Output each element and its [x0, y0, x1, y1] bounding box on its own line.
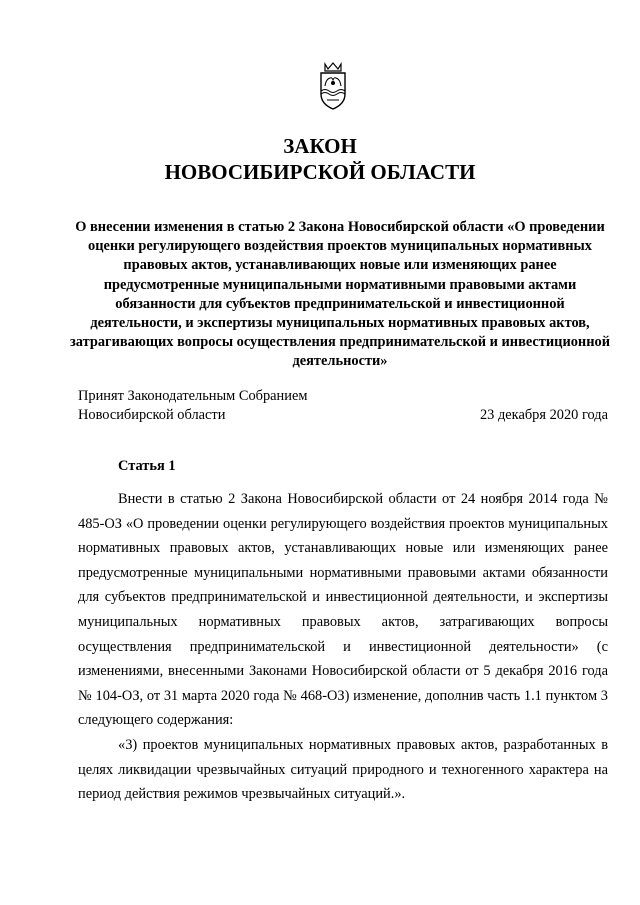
adopted-by-line1: Принят Законодательным Собранием	[78, 388, 308, 404]
adoption-date: 23 декабря 2020 года	[479, 407, 608, 423]
article-paragraph-2: «3) проектов муниципальных нормативных правовых актов, разработанных в целях ликвидации чрезвычайных ситуаций природного и техногенного характера на период действия режимов чрезвычайных ситуаций.».	[78, 736, 608, 803]
article-paragraph-1: Внести в статью 2 Закона Новосибирской области от 24 ноября 2014 года № 485-ОЗ «О проведении оценки регулирующего воздействия проектов муниципальных нормативных правовых актов, устанавливающих новые или изменяющих ранее предусмотренные муниципальными нормативными правовыми актами обязанности для субъектов предпринимательской и инвестиционной деятельности, и экспертизы муниципальных нормативных правовых актов, затрагивающих вопросы осуществления предпринимательской и инвестиционной деятельности» (с изменениями, внесенными Законами Новосибирской области от 5 декабря 2016 года № 104-ОЗ, от 31 марта 2020 года № 468-ОЗ) изменение, дополнив часть 1.1 пунктом 3 следующего содержания:	[78, 491, 608, 729]
document-title-line1: ЗАКОН	[283, 134, 357, 158]
article-title: Статья 1	[118, 458, 176, 474]
article-body	[78, 487, 608, 807]
document-title-line2: НОВОСИБИРСКОЙ ОБЛАСТИ	[164, 160, 476, 184]
adopted-by-line2: Новосибирской области	[78, 407, 226, 423]
coat-of-arms-icon	[313, 60, 353, 112]
adoption-block	[78, 387, 608, 425]
law-subtitle: О внесении изменения в статью 2 Закона Новосибирской области «О проведении оценки регулирующего воздействия проектов муниципальных нормативных правовых актов, устанавливающих новые или изменяющих ранее предусмотренные муниципальными нормативными правовыми актами обязанности для субъектов предпринимательской и инвестиционной деятельности, и экспертизы муниципальных нормативных правовых актов, затрагивающих вопросы осуществления предпринимательской и инвестиционной деятельности»	[70, 219, 610, 370]
